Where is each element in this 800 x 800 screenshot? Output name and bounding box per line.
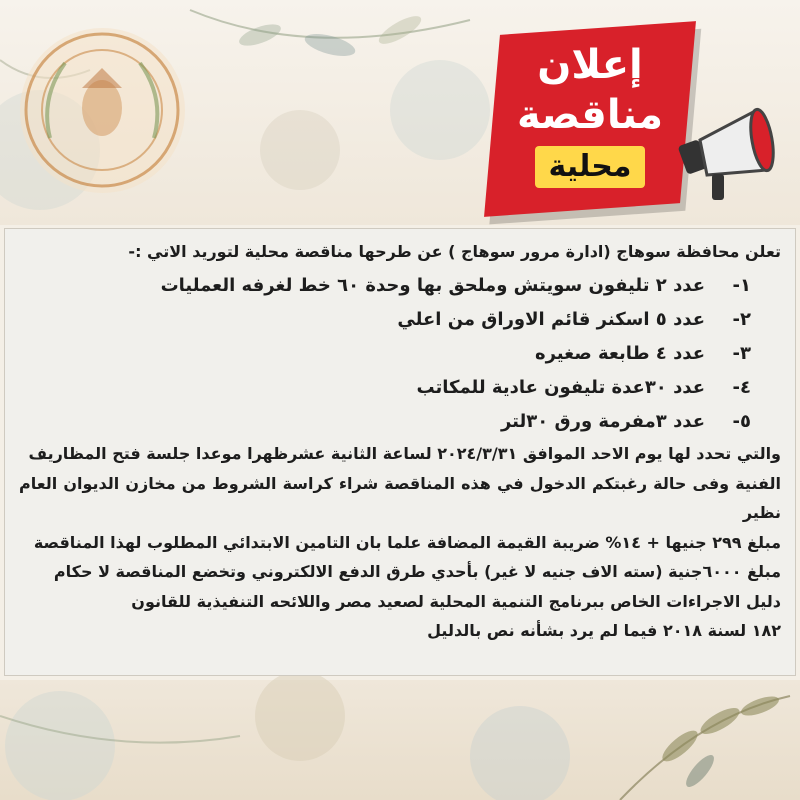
megaphone-icon bbox=[672, 100, 782, 210]
item-text: عدد ٥ اسكنر قائم الاوراق من اعلي bbox=[397, 309, 705, 330]
document-body bbox=[19, 239, 781, 669]
paragraph-line: مبلغ ٦٠٠٠جنية (سته الاف جنيه لا غير) بأحدي طرق الدفع الالكتروني وتخضع المناقصة لا حكام bbox=[53, 562, 781, 581]
paragraph-line: الفنية وفى حالة رغبتكم الدخول في هذه المناقصة شراء كراسة الشروط من مخازن الديوان العام نظير bbox=[19, 473, 781, 522]
item-number: ٥- bbox=[732, 411, 751, 432]
list-item bbox=[19, 371, 781, 405]
leaf-decoration-icon bbox=[0, 676, 800, 800]
list-item bbox=[19, 269, 781, 303]
list-item bbox=[19, 405, 781, 439]
tender-document bbox=[4, 228, 796, 676]
item-number: ٣- bbox=[732, 343, 751, 364]
item-number: ٢- bbox=[732, 309, 751, 330]
government-seal-icon bbox=[20, 28, 185, 193]
item-text: عدد ٣٠عدة تليفون عادية للمكاتب bbox=[416, 377, 705, 398]
item-number: ٤- bbox=[732, 377, 751, 398]
badge-title: إعلان bbox=[537, 42, 643, 88]
paragraph-line: والتي تحدد لها يوم الاحد الموافق ٢٠٢٤/٣/٣١ لساعة الثانية عشرظهرا موعدا جلسة فتح المظاريف bbox=[28, 444, 781, 463]
item-text: عدد ٤ طابعة صغيره bbox=[534, 343, 705, 364]
paragraph-line: مبلغ ٢٩٩ جنيها + ١٤% ضريبة القيمة المضافة علما بان التامين الابتدائي المطلوب لهذا المناقصة bbox=[33, 532, 781, 552]
paragraph-line: دليل الاجراءات الخاص ببرنامج التنمية المحلية لصعيد مصر واللائحه التنفيذية للقانون bbox=[131, 591, 781, 611]
government-seal bbox=[20, 28, 185, 193]
badge-subtitle: مناقصة bbox=[517, 92, 663, 138]
document-intro: تعلن محافظة سوهاج (ادارة مرور سوهاج ) عن طرحها مناقصة محلية لتوريد الاتي :- bbox=[128, 242, 781, 261]
list-item bbox=[19, 303, 781, 337]
paragraph-line: ١٨٢ لسنة ٢٠١٨ فيما لم يرد بشأنه نص بالدليل bbox=[427, 621, 781, 640]
item-text: عدد ٢ تليفون سويتش وملحق بها وحدة ٦٠ خط لغرفه العمليات bbox=[160, 275, 705, 296]
announcement-badge-text bbox=[500, 40, 680, 210]
item-number: ١- bbox=[732, 275, 751, 296]
list-item bbox=[19, 337, 781, 371]
leaf-decoration-icon bbox=[170, 0, 500, 200]
badge-tag: محلية bbox=[535, 146, 646, 188]
item-text: عدد ٣مفرمة ورق ٣٠لتر bbox=[500, 411, 705, 432]
